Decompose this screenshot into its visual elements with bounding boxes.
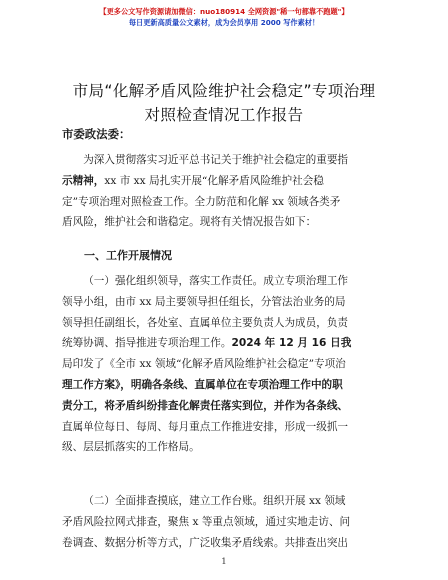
para1-line-4-text: 统筹协调、指导推进专项治理工作。 (62, 337, 232, 350)
intro-line-3: 定”专项治理对照检查工作。全力防范和化解 xx 领域各类矛 (62, 195, 341, 208)
para1-line-3: 领导担任副组长，各处室、直属单位主要负责人为成员，负责 (62, 316, 349, 329)
promo-banner-line-1: 【更多公文写作资源请加微信：nuo180914 全网资源"稀一句都靠不跑题"】 (99, 7, 349, 16)
paragraph-investigation (62, 491, 386, 553)
paragraph-organization (62, 271, 386, 458)
para1-line-5: 局印发了《全市 xx 领域“化解矛盾风险维护社会稳定”专项治 (62, 358, 346, 371)
document-title-line-1: 市局“化解矛盾风险维护社会稳定”专项治理 (72, 82, 376, 100)
para1-line-7 (62, 396, 386, 417)
intro-line-4: 盾风险，维护社会和谐稳定。现将有关情况报告如下： (62, 216, 317, 229)
page-number: 1 (221, 557, 227, 567)
addressee: 市委政法委： (62, 127, 131, 141)
document-title (0, 79, 448, 127)
promo-banner-line-2: 每日更新高质量公文素材，成为会员享用 2000 写作素材！ (128, 18, 320, 27)
para2-line-2: 矛盾风险拉网式排查，聚焦 x 等重点领域，通过实地走访、问 (62, 515, 351, 528)
promo-banner (0, 6, 448, 28)
para1-line-7-c: ，并作为各条线、 (263, 399, 349, 412)
intro-paragraph (62, 150, 386, 233)
para1-line-6 (62, 375, 386, 396)
intro-line-2 (62, 171, 386, 192)
para1-line-7-b: ，将矛盾纠纷排查化解责任落实到位 (93, 399, 264, 412)
para1-line-7-a: 责分工 (62, 399, 94, 412)
para1-line-4-date: 2024 年 12 月 16 日我 (231, 337, 352, 350)
para2-line-1: （二）全面排查摸底，建立工作台账。组织开展 xx 领域 (83, 495, 346, 507)
intro-line-2-bold: 示精神， (62, 174, 105, 187)
para1-line-9: 级、层层抓落实的工作格局。 (62, 441, 200, 454)
para2-line-3: 卷调查、数据分析等方式，广泛收集矛盾线索。共排查出突出 (62, 536, 349, 549)
para1-line-6-rest: ，明确各条线、直属单位在专项治理工作中的职 (120, 378, 343, 391)
intro-line-2-rest: xx 市 xx 局扎实开展“化解矛盾风险维护社会稳 (104, 174, 324, 187)
para1-line-4 (62, 333, 386, 354)
para1-line-1: （一）强化组织领导，落实工作责任。成立专项治理工作 (83, 275, 349, 287)
intro-line-1: 为深入贯彻落实习近平总书记关于维护社会稳定的重要指 (83, 154, 349, 166)
para1-line-6-bold: 理工作方案》 (62, 378, 121, 391)
document-title-line-2: 对照检查情况工作报告 (144, 106, 304, 124)
para1-line-2: 领导小组，由市 xx 局主要领导担任组长，分管法治业务的局 (62, 295, 346, 308)
section-heading-1: 一、工作开展情况 (84, 249, 172, 262)
para1-line-8: 直属单位每日、每周、每月重点工作推进安排，形成一级抓一 (62, 420, 349, 433)
